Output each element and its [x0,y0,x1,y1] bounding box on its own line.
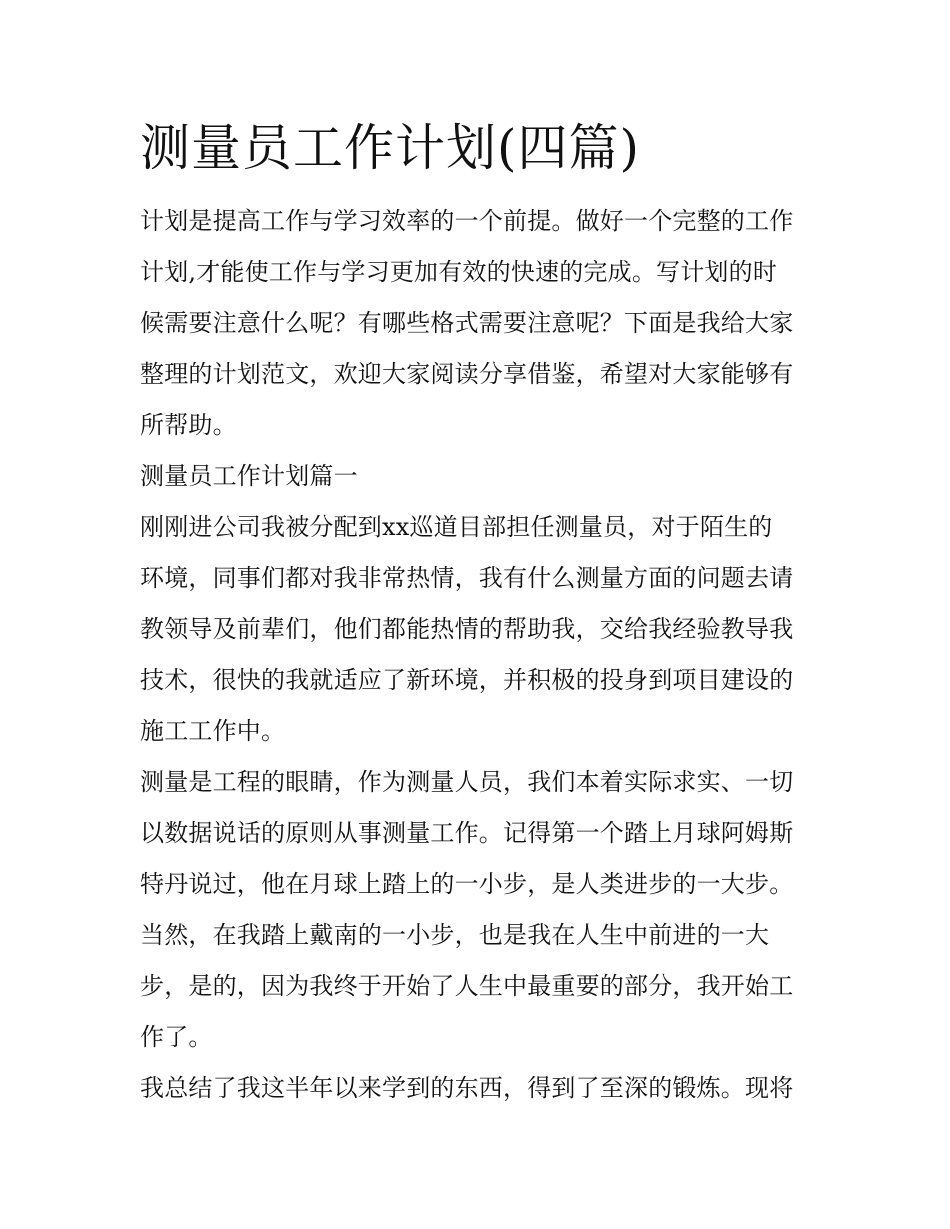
text-line: 计划,才能使工作与学习更加有效的快速的完成。写计划的时 [140,258,778,286]
text-line: 所帮助。 [140,411,237,439]
document-body [140,196,812,1114]
text-line: 候需要注意什么呢？有哪些格式需要注意呢？下面是我给大家 [140,309,794,337]
text-line: 整理的计划范文，欢迎大家阅读分享借鉴，希望对大家能够有 [140,360,794,388]
text-line: 环境，同事们都对我非常热情，我有什么测量方面的问题去请 [140,564,794,592]
text-line: 计划是提高工作与学习效率的一个前提。做好一个完整的工作 [140,207,794,235]
text-line: 当然，在我踏上戴南的一小步，也是我在人生中前进的一大 [140,921,770,949]
document-title: 测量员工作计划(四篇) [140,119,641,177]
text-line: 技术，很快的我就适应了新环境，并积极的投身到项目建设的 [140,666,794,694]
text-line: 以数据说话的原则从事测量工作。记得第一个踏上月球阿姆斯 [140,819,794,847]
text-line: 步，是的，因为我终于开始了人生中最重要的部分，我开始工 [140,972,794,1000]
text-line: 施工工作中。 [140,717,286,745]
text-line: 教领导及前辈们，他们都能热情的帮助我，交给我经验教导我 [140,615,794,643]
text-line: 作了。 [140,1023,213,1051]
document-page [140,112,812,1114]
text-line: 刚刚进公司我被分配到xx巡道目部担任测量员，对于陌生的 [140,513,773,541]
text-line: 测量是工程的眼睛，作为测量人员，我们本着实际求实、一切 [140,768,794,796]
text-line: 我总结了我这半年以来学到的东西，得到了至深的锻炼。现将 [140,1074,794,1102]
text-line: 特丹说过，他在月球上踏上的一小步，是人类进步的一大步。 [140,870,794,898]
section-heading: 测量员工作计划篇一 [140,462,358,490]
